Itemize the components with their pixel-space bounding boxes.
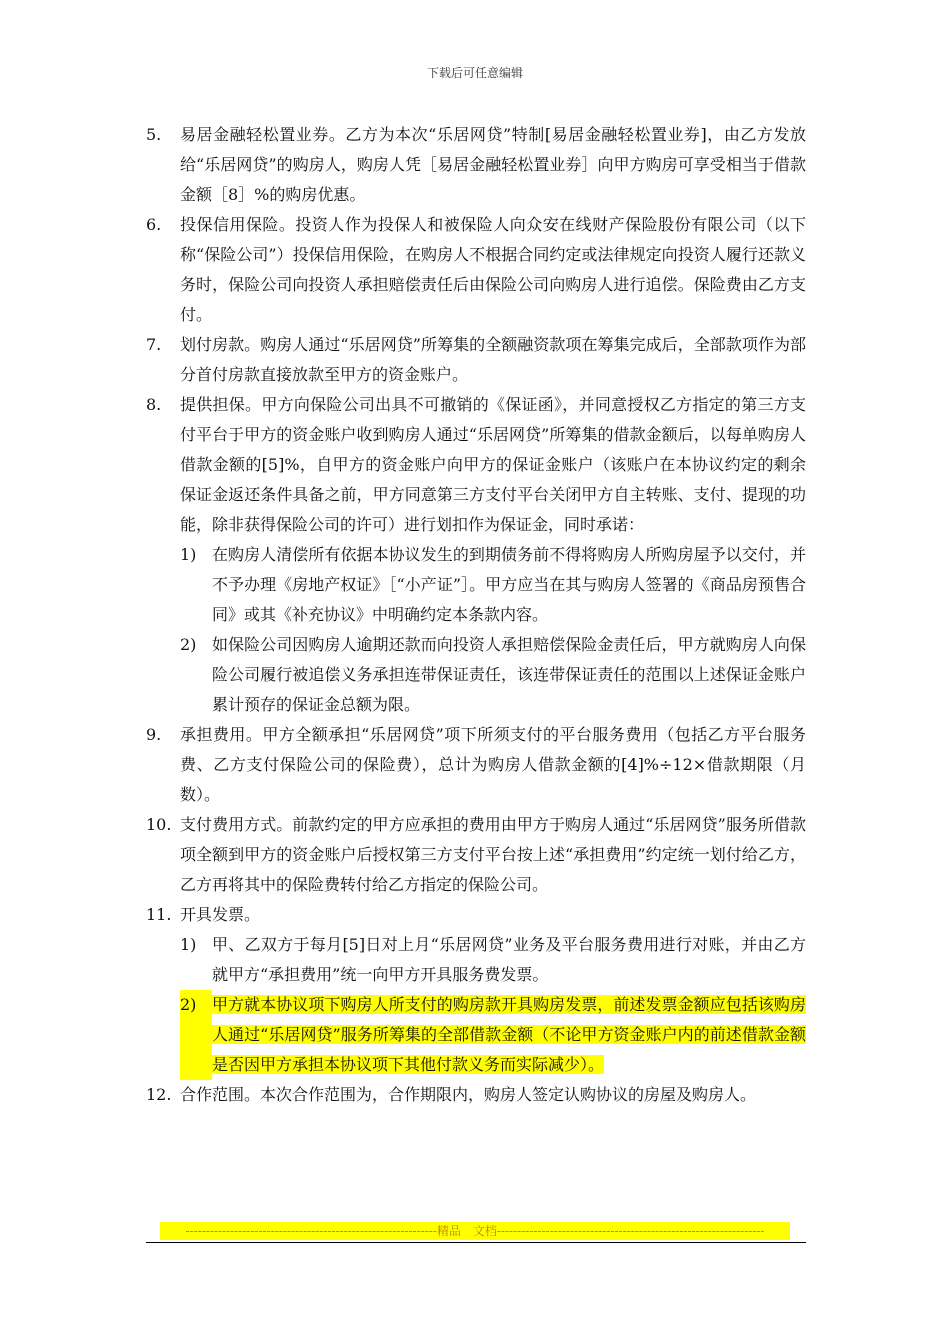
sub-clause-number: 2) <box>180 990 212 1080</box>
clause-5 <box>146 120 806 210</box>
footer-divider <box>146 1242 806 1243</box>
clause-text: 划付房款。购房人通过“乐居网贷”所筹集的全额融资款项在筹集完成后，全部款项作为部分首付房款直接放款至甲方的资金账户。 <box>180 335 806 384</box>
clause-6 <box>146 210 806 330</box>
clause-number: 10. <box>146 815 172 834</box>
document-body <box>146 120 806 1110</box>
clause-text: 开具发票。 <box>180 905 261 924</box>
clause-9 <box>146 720 806 810</box>
clause-number: 8. <box>146 395 162 414</box>
sub-clause-number: 1) <box>180 545 197 564</box>
clause-7 <box>146 330 806 390</box>
sub-clause-number: 1) <box>180 935 197 954</box>
clause-text: 提供担保。甲方向保险公司出具不可撤销的《保证函》，并同意授权乙方指定的第三方支付平台于甲方的资金账户收到购房人通过“乐居网贷”所筹集的借款金额后，以每单购房人借款金额的[5]%，自甲方的资金账户向甲方的保证金账户（该账户在本协议约定的剩余保证金返还条件具备之前，甲方同意第三方支付平台关闭甲方自主转账、支付、提现的功能，除非获得保险公司的许可）进行划扣作为保证金，同时承诺： <box>180 395 806 534</box>
clause-text: 易居金融轻松置业券。乙方为本次“乐居网贷”特制[易居金融轻松置业券]，由乙方发放给“乐居网贷”的购房人，购房人凭［易居金融轻松置业券］向甲方购房可享受相当于借款金额［8］%的购房优惠。 <box>180 125 806 204</box>
clause-number: 7. <box>146 335 162 354</box>
clause-number: 9. <box>146 725 162 744</box>
clause-11 <box>146 900 806 930</box>
highlighted-sub-clause-text: 甲方就本协议项下购房人所支付的购房款开具购房发票，前述发票金额应包括该购房人通过“乐居网贷”服务所筹集的全部借款金额（不论甲方资金账户内的前述借款金额是否因甲方承担本协议项下其他付款义务而实际减少）。 <box>212 995 806 1074</box>
clause-10 <box>146 810 806 900</box>
page-footer-banner: --------------------------------------------------------------精品 文档------------------------------------------------------------------ <box>160 1222 790 1240</box>
clause-8-sub-2 <box>180 630 806 720</box>
sub-clause-text: 甲、乙双方于每月[5]日对上月“乐居网贷”业务及平台服务费用进行对账，并由乙方就甲方“承担费用”统一向甲方开具服务费发票。 <box>212 935 806 984</box>
clause-text: 承担费用。甲方全额承担“乐居网贷”项下所须支付的平台服务费用（包括乙方平台服务费、乙方支付保险公司的保险费），总计为购房人借款金额的[4]%÷12×借款期限（月数）。 <box>180 725 806 804</box>
clause-12 <box>146 1080 806 1110</box>
clause-text: 投保信用保险。投资人作为投保人和被保险人向众安在线财产保险股份有限公司（以下称“保险公司”）投保信用保险，在购房人不根据合同约定或法律规定向投资人履行还款义务时，保险公司向投资人承担赔偿责任后由保险公司向购房人进行追偿。保险费由乙方支付。 <box>180 215 806 324</box>
clause-11-sub-2-highlighted <box>180 990 806 1080</box>
page-header: 下载后可任意编辑 <box>426 66 523 80</box>
clause-11-sub-1 <box>180 930 806 990</box>
sub-clause-number: 2) <box>180 635 197 654</box>
sub-clause-text: 如保险公司因购房人逾期还款而向投资人承担赔偿保险金责任后，甲方就购房人向保险公司履行被追偿义务承担连带保证责任，该连带保证责任的范围以上述保证金账户累计预存的保证金总额为限。 <box>212 635 806 714</box>
clause-number: 6. <box>146 215 162 234</box>
clause-number: 11. <box>146 905 172 924</box>
clause-number: 12. <box>146 1085 172 1104</box>
clause-number: 5. <box>146 125 162 144</box>
clause-text: 支付费用方式。前款约定的甲方应承担的费用由甲方于购房人通过“乐居网贷”服务所借款项全额到甲方的资金账户后授权第三方支付平台按上述“承担费用”约定统一划付给乙方，乙方再将其中的保险费转付给乙方指定的保险公司。 <box>180 815 806 894</box>
sub-clause-text: 在购房人清偿所有依据本协议发生的到期债务前不得将购房人所购房屋予以交付，并不予办理《房地产权证》［“小产证”］。甲方应当在其与购房人签署的《商品房预售合同》或其《补充协议》中明确约定本条款内容。 <box>212 545 806 624</box>
clause-text: 合作范围。本次合作范围为，合作期限内，购房人签定认购协议的房屋及购房人。 <box>180 1085 757 1104</box>
clause-8-sub-1 <box>180 540 806 630</box>
clause-8 <box>146 390 806 540</box>
